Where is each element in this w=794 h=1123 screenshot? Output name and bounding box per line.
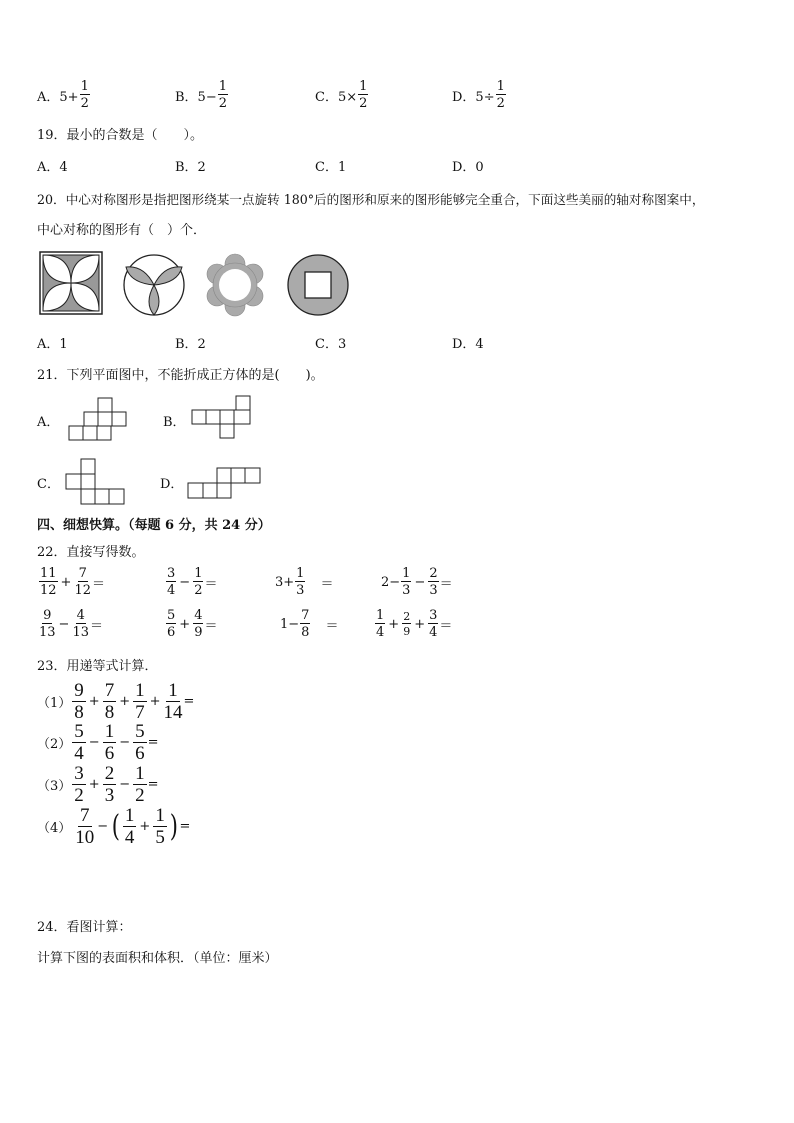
coin-square-hole-icon — [286, 253, 350, 317]
q20-stem-line2: 中心对称的图形有（ ）个． — [37, 223, 207, 238]
q24-stem: 24．看图计算： — [37, 920, 132, 935]
q23-item-3: （3） $\frac{3}{2}$ + $\frac{2}{3}$ − $\frac{1}{2}$ = — [37, 763, 159, 806]
cube-net-d — [187, 466, 265, 502]
q21-label-d: D． — [160, 477, 184, 492]
q22-expr-2: $\frac{3}{4}$ − $\frac{1}{2}$ ＝ — [167, 566, 218, 598]
q19-stem: 19．最小的合数是（ ）。 — [37, 128, 204, 143]
q22-expr-5: $\frac{9}{13}$ − $\frac{4}{13}$ ＝ — [39, 608, 104, 640]
q18-option-b: B．5− $\frac{1}{2}$ — [175, 79, 227, 111]
cube-net-a — [68, 397, 130, 443]
q21-label-a: A． — [37, 415, 60, 430]
q21-label-b: B． — [163, 415, 186, 430]
left-paren: ( — [111, 808, 121, 844]
q19-option-b: B．2 — [175, 160, 206, 175]
q23-item-2: （2） $\frac{5}{4}$ − $\frac{1}{6}$ − $\frac{5}{6}$ = — [37, 721, 159, 764]
q19-option-a: A．4 — [37, 160, 68, 175]
q19-option-c: C．1 — [315, 160, 347, 175]
three-petal-circle-icon — [122, 253, 186, 317]
q21-stem: 21．下列平面图中，不能折成正方体的是( )。 — [37, 368, 324, 383]
q20-stem-line1: 20．中心对称图形是指把图形绕某一点旋转 180°后的图形和原来的图形能够完全重合，下面这些美丽的轴对称图案中， — [37, 192, 705, 207]
q18-option-c: C．5× $\frac{1}{2}$ — [315, 79, 368, 111]
q22-expr-3: 3+ $\frac{1}{3}$ ＝ — [275, 566, 334, 598]
section4-title: 四、细想快算。（每题 6 分，共 24 分） — [37, 518, 271, 533]
q22-expr-1: $\frac{11}{12}$ + $\frac{7}{12}$ ＝ — [40, 566, 106, 598]
cube-net-b — [190, 395, 254, 441]
q22-stem: 22．直接写得数。 — [37, 545, 145, 560]
q18-option-a: A．5+ $\frac{1}{2}$ — [37, 79, 89, 111]
q21-label-c: C． — [37, 477, 60, 492]
four-petal-square-icon — [39, 251, 103, 315]
q22-expr-4: 2− $\frac{1}{3}$ − $\frac{2}{3}$ ＝ — [381, 566, 453, 598]
q20-option-d: D．4 — [452, 337, 484, 352]
q20-option-a: A．1 — [37, 337, 68, 352]
q22-expr-7: 1− $\frac{7}{8}$ ＝ — [280, 608, 339, 640]
q24-sub: 计算下图的表面积和体积．（单位：厘米） — [37, 951, 278, 966]
q23-item-1: （1） $\frac{9}{8}$ + $\frac{7}{8}$ + $\frac{1}{7}$ + $\frac{1}{14}$ = — [37, 680, 195, 723]
q23-item-4: （4） $\frac{7}{10}$ − ( $\frac{1}{4}$ + $\frac{1}{5}$ ) = — [37, 805, 191, 848]
right-paren: ) — [169, 808, 178, 844]
flower-ring-icon — [202, 252, 268, 318]
q23-stem: 23．用递等式计算． — [37, 659, 158, 674]
q20-option-b: B．2 — [175, 337, 206, 352]
q18-option-d: D．5÷ $\frac{1}{2}$ — [452, 79, 505, 111]
cube-net-c — [65, 458, 127, 506]
q20-option-c: C．3 — [315, 337, 347, 352]
q22-expr-6: $\frac{5}{6}$ + $\frac{4}{9}$ ＝ — [167, 608, 218, 640]
q19-option-d: D．0 — [452, 160, 484, 175]
q22-expr-8: $\frac{1}{4}$ + $\frac{2}{9}$ + $\frac{3}{4}$ ＝ — [376, 608, 453, 640]
